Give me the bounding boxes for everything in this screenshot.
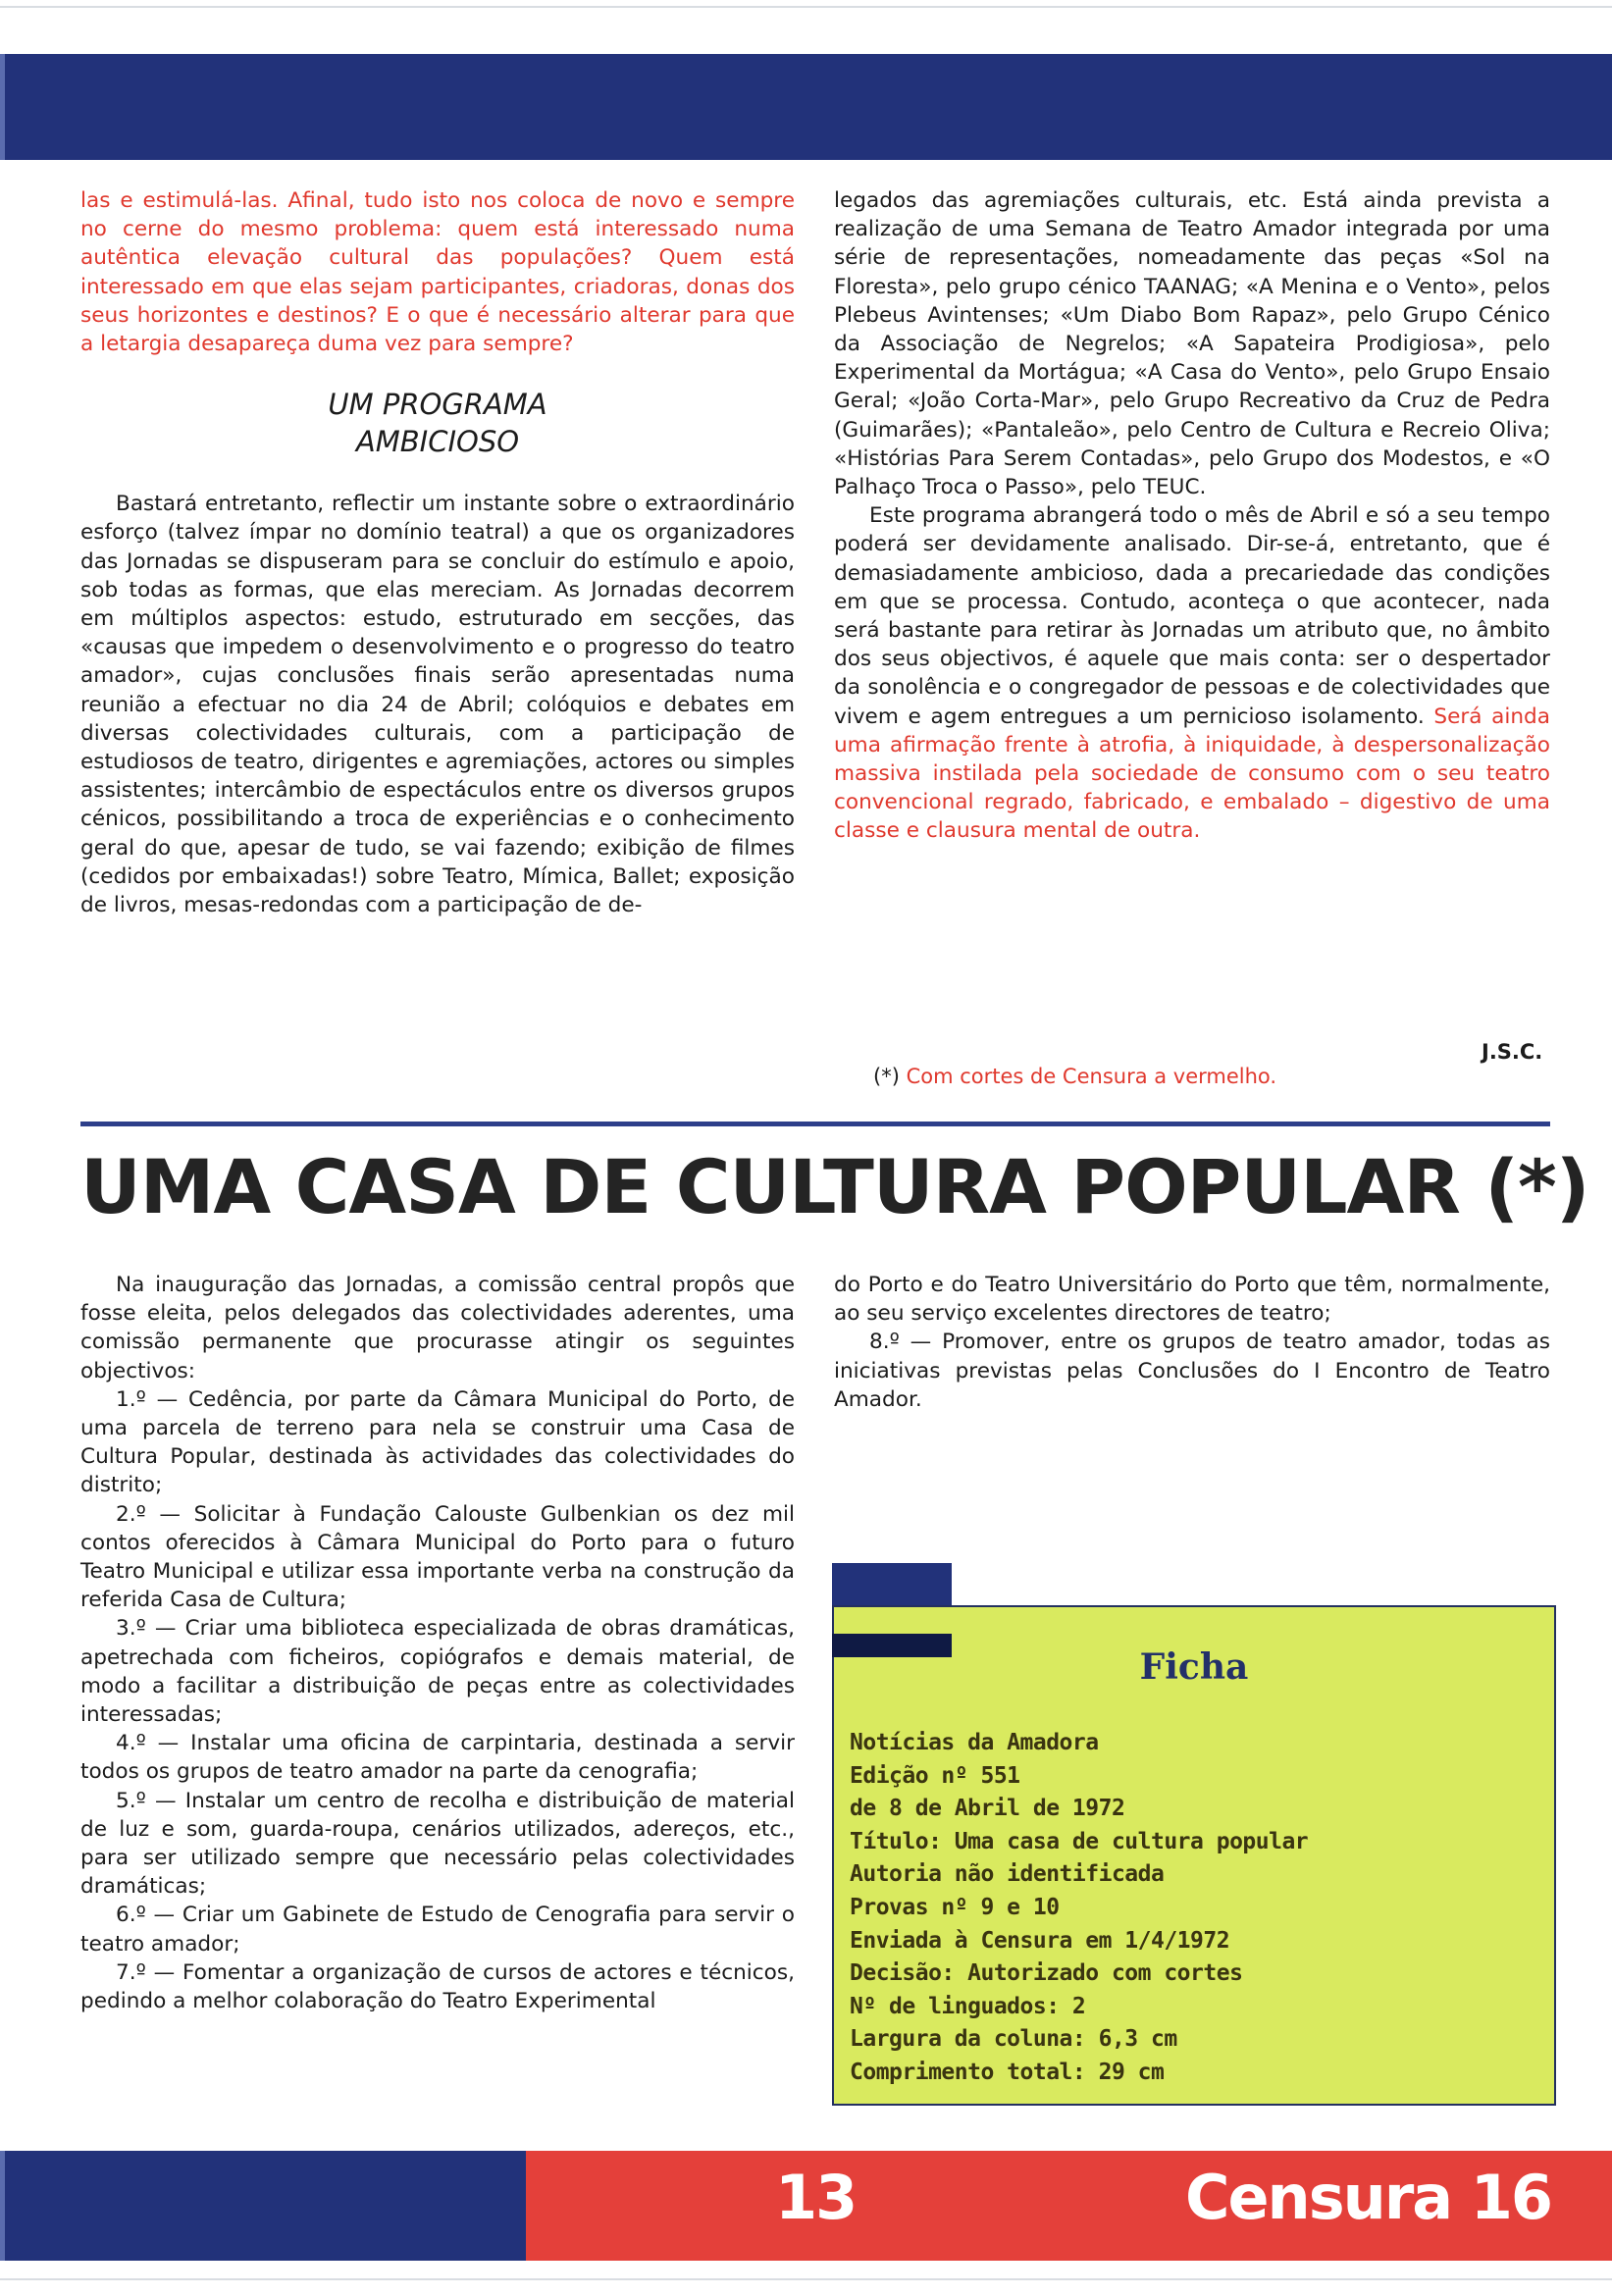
subheading-line-1: UM PROGRAMA — [328, 388, 547, 422]
ficha-line: Enviada à Censura em 1/4/1972 — [850, 1927, 1230, 1954]
censored-paragraph: las e estimulá-las. Afinal, tudo isto nos coloca de novo e sempre no cerne do mesmo problema: quem está interessado numa autêntica elevação cultural das populações? Quem está interessado em que elas sejam participantes, criadoras, donas dos seus horizontes e destinos? E o que é necessário alterar para que a letargia desapareça duma vez para sempre? — [80, 188, 795, 357]
note-prefix: (*) — [873, 1065, 907, 1088]
ficha-box — [832, 1605, 1556, 2106]
header-band — [0, 54, 1612, 160]
subheading-line-2: AMBICIOSO — [355, 425, 520, 459]
footer-band-edge — [0, 2151, 5, 2261]
article-headline: UMA CASA DE CULTURA POPULAR (*) — [80, 1143, 1589, 1230]
body-paragraph: Bastará entretanto, reflectir um instante sobre o extraordinário esforço (talvez ímpar no domínio teatral) a que os organizadores das Jornadas se dispuseram para se concluir do estímulo e apoio, sob todas as formas, que elas mereciam. As Jornadas decorrem em múltiplos aspectos: estudo, estruturado em secções, das «causas que impedem o desenvolvimento e o progresso do teatro amador», cujas conclusões finais serão apresentadas numa reunião a efectuar no dia 24 de Abril; colóquios e debates em diversas colectividades culturais, com a participação de estudiosos de teatro, dirigentes e agremiações, actores ou simples assistentes; intercâmbio de espectáculos entre os diversos grupos cénicos, possibilitando a troca de experiências e o conhecimento geral do que, apesar de tudo, se vai fazendo; exibição de filmes (cedidos por embaixadas!) sobre Teatro, Mímica, Ballet; exposição de livros, mesas-redondas com a participação de de- — [80, 492, 795, 918]
section-divider — [80, 1122, 1550, 1126]
list-item: 4.º — Instalar uma oficina de carpintaria, destinada a servir todos os grupos de teatro amador na parte da cenografia; — [80, 1731, 795, 1785]
header-band-edge — [0, 54, 5, 160]
ficha-title: Ficha — [1139, 1646, 1249, 1688]
bottom-rule — [0, 2278, 1612, 2280]
list-item: 8.º — Promover, entre os grupos de teatro amador, todas as iniciativas previstas pelas Conclusões do I Encontro de Teatro Amador. — [834, 1330, 1550, 1412]
ficha-line: Decisão: Autorizado com cortes — [850, 1960, 1243, 1987]
list-item: 1.º — Cedência, por parte da Câmara Municipal do Porto, de uma parcela de terreno para nela se construir uma Casa de Cultura Popular, destinada às actividades das colectividades do distrito; — [80, 1386, 795, 1498]
ficha-line: Comprimento total: 29 cm — [850, 2059, 1165, 2085]
ficha-line: de 8 de Abril de 1972 — [850, 1796, 1125, 1822]
page-number: 13 — [775, 2162, 857, 2233]
list-item: 3.º — Criar uma biblioteca especializada de obras dramáticas, apetrechada com ficheiros, copiógrafos e demais material, de modo a facilitar a distribuição de peças entre as colectividades interessadas; — [80, 1616, 795, 1728]
list-item: 6.º — Criar um Gabinete de Estudo de Cenografia para servir o teatro amador; — [80, 1903, 795, 1957]
ficha-line: Autoria não identificada — [850, 1861, 1165, 1888]
article2-column-1 — [80, 1271, 795, 2015]
article2-column-2 — [834, 1271, 1550, 1414]
censored-text: Será ainda uma afirmação frente à atrofia, à iniquidade, à despersonalização massiva instilada pela sociedade de consumo com o seu teatro convencional regrado, fabricado, e embalado – digestivo de uma classe e clausura mental de outra. — [834, 704, 1550, 844]
article1-column-2 — [834, 186, 1550, 846]
list-item: 5.º — Instalar um centro de recolha e distribuição de material de luz e som, guarda-roupa, cenários utilizados, adereços, etc., para ser utilizado sempre que necessário pelas colectividades dramáticas; — [80, 1788, 795, 1900]
ficha-details — [850, 1727, 1536, 2090]
top-rule — [0, 6, 1612, 8]
list-item: 7.º — Fomentar a organização de cursos de actores e técnicos, pedindo a melhor colaboração do Teatro Experimental — [80, 1959, 795, 2014]
ficha-line: Provas nº 9 e 10 — [850, 1894, 1060, 1920]
ficha-tab-shadow — [832, 1634, 952, 1657]
magazine-name: Censura 16 — [1185, 2162, 1552, 2233]
ficha-line: Nº de linguados: 2 — [850, 1993, 1086, 2019]
note-red-text: Com cortes de Censura a vermelho. — [906, 1065, 1277, 1088]
ficha-line: Título: Uma casa de cultura popular — [850, 1828, 1309, 1854]
body-text: Este programa abrangerá todo o mês de Abril e só a seu tempo poderá ser devidamente analisado. Dir-se-á, entretanto, que é demasiadamente ambicioso, dada a precariedade das condições em que se processa. Contudo, aconteça o que acontecer, nada será bastante para retirar às Jornadas um atributo que, no âmbito dos seus objectivos, é aquele que mais conta: ser o despertador da sonolência e o congregador de pessoas e de colectividades que vivem e agem entregues a um pernicioso isolamento. — [834, 503, 1550, 729]
ficha-line: Largura da coluna: 6,3 cm — [850, 2026, 1177, 2053]
body-paragraph-mixed — [834, 501, 1550, 845]
ficha-line: Edição nº 551 — [850, 1762, 1020, 1789]
list-item: 2.º — Solicitar à Fundação Calouste Gulbenkian os dez mil contos oferecidos à Câmara Municipal do Porto para o futuro Teatro Municipal e utilizar essa importante verba na construção da referida Casa de Cultura; — [80, 1501, 795, 1613]
ficha-line: Notícias da Amadora — [850, 1730, 1099, 1755]
body-paragraph: legados das agremiações culturais, etc. Está ainda prevista a realização de uma Semana de Teatro Amador integrada por uma série de representações, nomeadamente das peças «Sol na Floresta», pelo grupo cénico TAANAG; «A Menina e o Vento», pelos Plebeus Avintenses; «Um Diabo Bom Rapaz», pelo Grupo Cénico da Associação de Negrelos; «A Sapateira Prodigiosa», pelo Experimental da Mortágua; «A Casa do Vento», pelo Grupo Ensaio Geral; «João Corta-Mar», pelo Grupo Recreativo da Cruz de Pedra (Guimarães); «Pantaleão», pelo Centro de Cultura e Recreio Oliva; «Histórias Para Serem Contadas», pelo Grupo dos Modestos, e «O Palhaço Troca o Passo», pelo TEUC. — [834, 188, 1550, 500]
article1-column-1 — [80, 186, 795, 919]
censorship-note — [873, 1065, 1276, 1088]
list-item: Na inauguração das Jornadas, a comissão central propôs que fosse eleita, pelos delegados das colectividades aderentes, uma comissão permanente que procurasse atingir os seguintes objectivos: — [80, 1273, 795, 1383]
list-item: do Porto e do Teatro Universitário do Porto que têm, normalmente, ao seu serviço excelentes directores de teatro; — [834, 1273, 1550, 1327]
subheading — [80, 386, 795, 460]
footer-band-blue — [0, 2151, 526, 2261]
author-initials: J.S.C. — [1482, 1040, 1543, 1064]
